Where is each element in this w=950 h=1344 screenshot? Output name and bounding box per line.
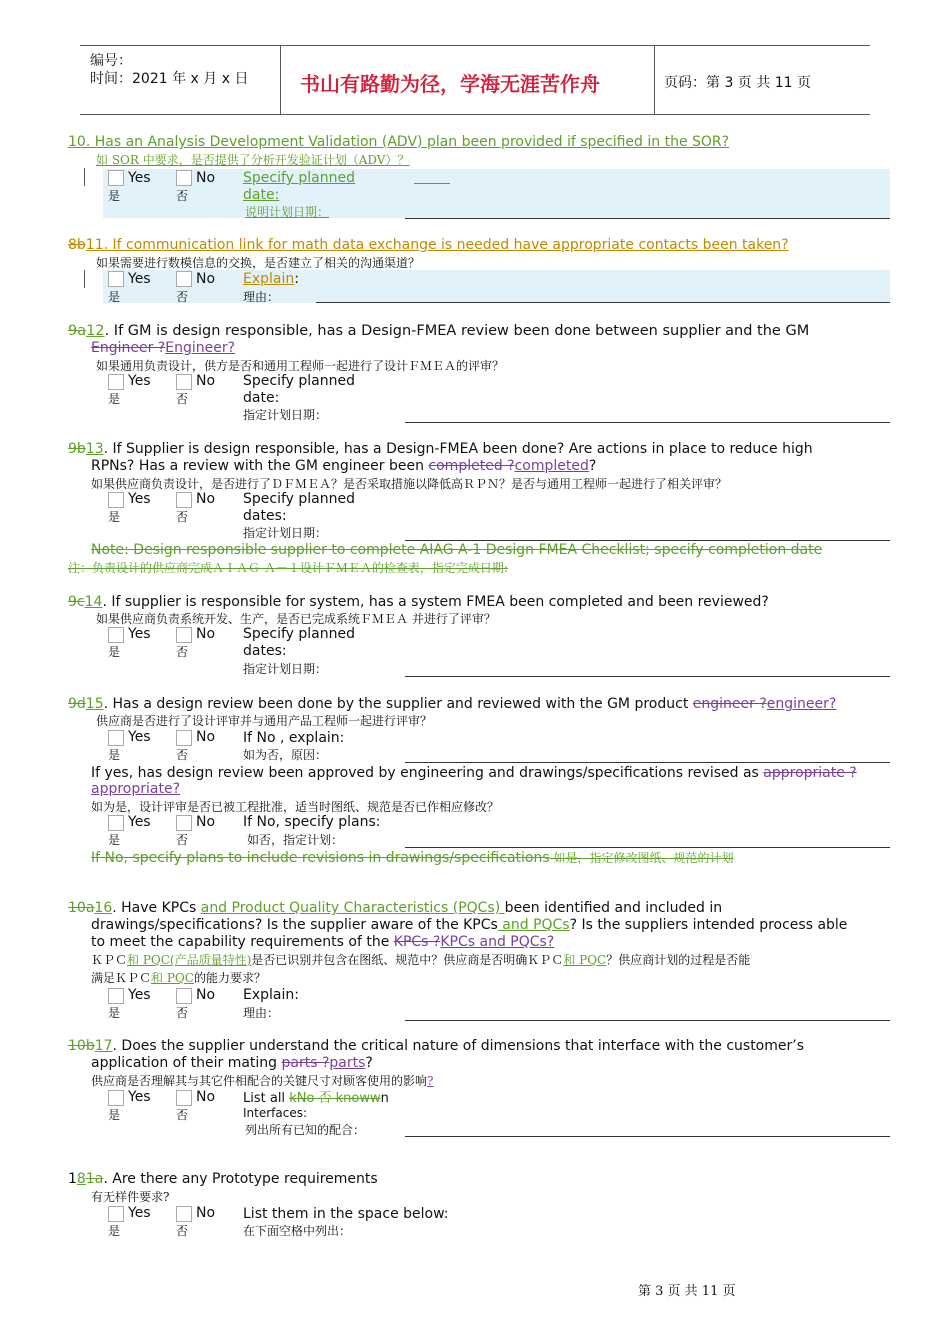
q12-field-cn: 指定计划日期： <box>243 408 328 422</box>
q12-cn: 如果通用负责设计，供方是否和通用工程师一起进行了设计ＦＭＥＡ的评审？ <box>96 359 505 373</box>
q18-no-label: No <box>196 1205 216 1221</box>
q17-yes-label: Yes <box>128 1089 151 1105</box>
q18-yes-checkbox[interactable] <box>108 1206 124 1222</box>
q13-no-cn: 否 <box>176 510 189 524</box>
q13-note-en: Note: Design responsible supplier to complete AIAG A-1 Design FMEA Checklist; specify completion date <box>91 542 823 558</box>
q13-yes-label: Yes <box>128 491 151 507</box>
q18-no-cn: 否 <box>176 1224 189 1238</box>
q17-text: 10b17. Does the supplier understand the critical nature of dimensions that interface with the customer’s <box>68 1038 804 1054</box>
number-label: 编号： <box>90 53 132 69</box>
q12-no-label: No <box>196 373 216 389</box>
q14-cn: 如果供应商负责系统开发、生产，是否已完成系统ＦＭＥＡ 并进行了评审？ <box>96 612 496 626</box>
q12-field-en-1: Specify planned <box>243 373 355 389</box>
q17-no-checkbox[interactable] <box>176 1090 192 1106</box>
q10-answer-line[interactable] <box>405 218 890 219</box>
q10-field-cn: 说明计划日期： <box>245 205 330 219</box>
q10-field-en-2: date: <box>243 187 280 203</box>
q17-field-en-2: Interfaces: <box>243 1106 308 1120</box>
header-page-cell <box>654 46 870 114</box>
q15-yes-checkbox[interactable] <box>108 730 124 746</box>
q14-yes-label: Yes <box>128 626 151 642</box>
q11-yes-checkbox[interactable] <box>108 271 124 287</box>
q11-answer-area <box>103 270 890 303</box>
q13-no-checkbox[interactable] <box>176 492 192 508</box>
q10-cn: 如 SOR 中要求，是否提供了分析开发验证计划（ADV）？ <box>96 153 410 167</box>
q15-yes-label: Yes <box>128 729 151 745</box>
q17-cn: 供应商是否理解其与其它件相配合的关键尺寸对顾客使用的影响? <box>91 1074 434 1088</box>
q13-field-cn: 指定计划日期： <box>243 526 328 540</box>
q15-no-label: No <box>196 729 216 745</box>
q15-no-checkbox[interactable] <box>176 730 192 746</box>
q11-yes-label: Yes <box>128 271 151 287</box>
q10-answer-area <box>103 169 890 218</box>
q16-no-label: No <box>196 987 216 1003</box>
change-bar <box>84 168 85 186</box>
q14-field-cn: 指定计划日期： <box>243 662 328 676</box>
q12-yes-checkbox[interactable] <box>108 374 124 390</box>
q16-cn-line1: ＫＰＣ和 PQC(产品质量特性)是否已识别并包含在图纸、规范中？供应商是否明确ＫＰＣ和 PQC？供应商计划的过程是否能 <box>91 953 751 967</box>
q17-field-en: List all kNo 否 knowwn <box>243 1091 389 1106</box>
q16-text-line2: drawings/specifications? Is the supplier aware of the KPCs and PQCs? Is the suppliers intended process able <box>91 917 848 933</box>
q15-text: 9d15. Has a design review been done by the supplier and reviewed with the GM product engineer ?engineer? <box>68 696 837 712</box>
q11-answer-line[interactable] <box>316 302 890 303</box>
q16-answer-line[interactable] <box>405 1020 890 1021</box>
q15-field-en: If No , explain: <box>243 730 345 746</box>
q15-sub-no-cn: 否 <box>176 833 189 847</box>
q14-no-cn: 否 <box>176 645 189 659</box>
q17-yes-cn: 是 <box>108 1108 121 1122</box>
q10-no-cn: 否 <box>176 189 189 203</box>
page-footer: 第 3 页 共 11 页 <box>638 1284 736 1299</box>
q15-sub-field-cn: 如否，指定计划： <box>247 833 344 847</box>
q13-yes-checkbox[interactable] <box>108 492 124 508</box>
q13-text-cont: RPNs? Has a review with the GM engineer been completed ?completed? <box>91 458 597 474</box>
q11-no-checkbox[interactable] <box>176 271 192 287</box>
q14-field-en-2: dates: <box>243 643 287 659</box>
q16-yes-cn: 是 <box>108 1006 121 1020</box>
q15-yes-cn: 是 <box>108 748 121 762</box>
q17-no-cn: 否 <box>176 1108 189 1122</box>
q15-sub-yes-cn: 是 <box>108 833 121 847</box>
q10-yes-checkbox[interactable] <box>108 170 124 186</box>
q18-field-cn: 在下面空格中列出： <box>243 1224 352 1238</box>
q16-no-cn: 否 <box>176 1006 189 1020</box>
q17-field-cn: 列出所有已知的配合： <box>245 1123 366 1137</box>
q16-no-checkbox[interactable] <box>176 988 192 1004</box>
page-header <box>80 45 870 115</box>
q16-cn-line2: 满足ＫＰＣ和 PQC的能力要求？ <box>91 971 266 985</box>
change-bar <box>84 270 85 288</box>
q12-answer-line[interactable] <box>405 422 890 423</box>
page-label: 页码：第 3 页 共 11 页 <box>664 75 811 91</box>
q13-note-cn: 注：负责设计的供应商完成ＡＩＡＧ Ａ－１设计ＦＭＥＡ的检查表，指定完成日期: <box>68 561 508 575</box>
q12-yes-label: Yes <box>128 373 151 389</box>
q14-no-checkbox[interactable] <box>176 627 192 643</box>
q15-sub-field-en: If No, specify plans: <box>243 814 381 830</box>
q18-yes-label: Yes <box>128 1205 151 1221</box>
q18-text: 181a. Are there any Prototype requirements <box>68 1171 378 1187</box>
q15-sub-yes-checkbox[interactable] <box>108 815 124 831</box>
q13-field-en-2: dates: <box>243 508 287 524</box>
time-label: 时间：2021 年 x 月 x 日 <box>90 71 249 87</box>
q18-yes-cn: 是 <box>108 1224 121 1238</box>
q11-field-en: Explain: <box>243 271 299 287</box>
q12-no-cn: 否 <box>176 392 189 406</box>
q13-answer-line[interactable] <box>405 540 890 541</box>
q11-cn: 如果需要进行数模信息的交换，是否建立了相关的沟通渠道？ <box>96 256 421 270</box>
q15-sub-yes-label: Yes <box>128 814 151 830</box>
q15-no-cn: 否 <box>176 748 189 762</box>
q14-yes-cn: 是 <box>108 645 121 659</box>
q15-sub-text: If yes, has design review been approved by engineering and drawings/specifications revised as appropriate ? <box>91 765 857 781</box>
q18-cn: 有无样件要求? <box>91 1190 170 1204</box>
q11-field-cn: 理由： <box>243 290 280 304</box>
q12-text: 9a12. If GM is design responsible, has a Design-FMEA review been done between supplier and the GM <box>68 323 810 339</box>
q14-no-label: No <box>196 626 216 642</box>
q13-field-en-1: Specify planned <box>243 491 355 507</box>
q13-cn: 如果供应商负责设计，是否进行了ＤＦＭＥＡ？是否采取措施以降低高ＲＰＮ？是否与通用工程师一起进行了相关评审？ <box>91 477 728 491</box>
q17-yes-checkbox[interactable] <box>108 1090 124 1106</box>
q16-text: 10a16. Have KPCs and Product Quality Characteristics (PQCs) been identified and included in <box>68 900 723 916</box>
q15-strike-note: If No, specify plans to include revisions in drawings/specifications 如是，指定修改图纸、规范的计划 <box>91 850 734 866</box>
q15-sub-no-label: No <box>196 814 216 830</box>
q11-old-number: 8b <box>68 237 86 253</box>
q10-yes-cn: 是 <box>108 189 121 203</box>
q16-field-en: Explain: <box>243 987 299 1003</box>
q15-answer-line[interactable] <box>405 762 890 763</box>
q17-text-cont: application of their mating parts ?parts? <box>91 1055 373 1071</box>
header-info-cell <box>80 46 281 114</box>
q10-inserted-blank <box>414 183 450 184</box>
q14-field-en-1: Specify planned <box>243 626 355 642</box>
q10-text: 10. Has an Analysis Development Validation (ADV) plan been provided if specified in the SOR? <box>68 134 730 150</box>
q12-no-checkbox[interactable] <box>176 374 192 390</box>
q15-field-cn: 如为否，原因： <box>243 748 328 762</box>
q18-field-en: List them in the space below: <box>243 1206 449 1222</box>
q15-cn: 供应商是否进行了设计评审并与通用产品工程师一起进行评审？ <box>96 714 433 728</box>
q13-text: 9b13. If Supplier is design responsible, has a Design-FMEA been done? Are actions in place to reduce high <box>68 441 813 457</box>
q15-sub-text-cont: appropriate? <box>91 781 181 797</box>
q16-yes-checkbox[interactable] <box>108 988 124 1004</box>
q14-yes-checkbox[interactable] <box>108 627 124 643</box>
q13-yes-cn: 是 <box>108 510 121 524</box>
q11-text: 8b11. If communication link for math data exchange is needed have appropriate contacts been taken? <box>68 237 789 253</box>
q18-no-checkbox[interactable] <box>176 1206 192 1222</box>
q13-no-label: No <box>196 491 216 507</box>
q10-no-checkbox[interactable] <box>176 170 192 186</box>
header-motto-cell <box>280 46 655 114</box>
q10-field-en-1: Specify planned <box>243 170 355 186</box>
q14-text: 9c14. If supplier is responsible for system, has a system FMEA been completed and been reviewed? <box>68 594 769 610</box>
motto: 书山有路勤为径，学海无涯苦作舟 <box>300 72 600 96</box>
q12-field-en-2: date: <box>243 390 280 406</box>
q12-yes-cn: 是 <box>108 392 121 406</box>
q16-field-cn: 理由： <box>243 1006 280 1020</box>
q10-yes-label: Yes <box>128 170 151 186</box>
q15-sub-cn: 如为是，设计评审是否已被工程批准，适当时图纸、规范是否已作相应修改？ <box>91 800 500 814</box>
q14-answer-line[interactable] <box>405 676 890 677</box>
q16-text-line3: to meet the capability requirements of the KPCs ?KPCs and PQCs? <box>91 934 555 950</box>
q12-text-cont: Engineer ?Engineer? <box>91 340 236 356</box>
q15-sub-answer-line[interactable] <box>405 847 890 848</box>
q11-no-label: No <box>196 271 216 287</box>
q16-yes-label: Yes <box>128 987 151 1003</box>
q11-yes-cn: 是 <box>108 290 121 304</box>
q15-sub-no-checkbox[interactable] <box>176 815 192 831</box>
q17-no-label: No <box>196 1089 216 1105</box>
q11-no-cn: 否 <box>176 290 189 304</box>
q10-no-label: No <box>196 170 216 186</box>
q17-answer-line[interactable] <box>405 1136 890 1137</box>
